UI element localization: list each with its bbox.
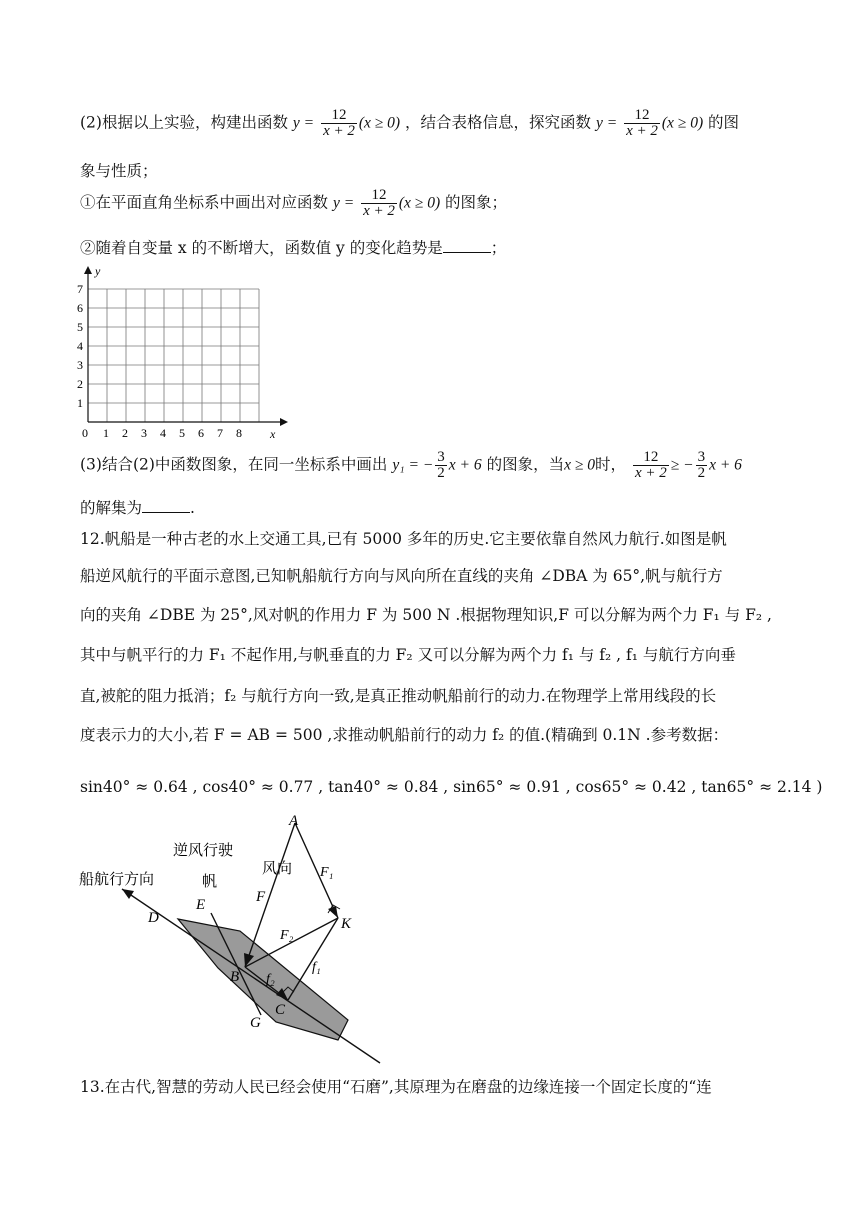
y-tick-label: 6 bbox=[77, 301, 83, 315]
force-F1-arrow-icon bbox=[328, 906, 338, 918]
label-f2: f₂ bbox=[266, 972, 275, 987]
x-axis-arrow-icon bbox=[280, 418, 288, 426]
condition: (x ≥ 0) bbox=[358, 114, 401, 132]
point-B: B bbox=[230, 969, 240, 985]
point-G: G bbox=[250, 1015, 261, 1031]
math-y: y = bbox=[292, 114, 315, 132]
q12-line5: 直,被舵的阻力抵消；f₂ 与航行方向一致,是真正推动帆船前行的动力.在物理学上常用线段的长 bbox=[80, 687, 717, 705]
q11-part3-line2: 的解集为 . bbox=[80, 499, 195, 517]
q12-line7: sin40° ≈ 0.64 , cos40° ≈ 0.77 , tan40° ≈ 0.84 , sin65° ≈ 0.91 , cos65° ≈ 0.42 , tan65° ≈ 2.14 ) bbox=[80, 778, 823, 796]
y-tick-label: 7 bbox=[77, 282, 83, 296]
answer-blank[interactable] bbox=[443, 238, 491, 253]
q12-line3: 向的夹角 ∠DBE 为 25°,风对帆的作用力 F 为 500 N .根据物理知识,F 可以分解为两个力 F₁ 与 F₂ , bbox=[80, 606, 772, 624]
q11-part3-line1: (3)结合(2)中函数图象，在同一坐标系中画出 y₁ = − $\frac{3}{2}$ x + 6 的图象，当x ≥ 0时， $\frac{12}{x + 2}$ ≥ − $\frac{3}{2}$ x + 6 bbox=[80, 449, 742, 481]
y-tick-label: 5 bbox=[77, 320, 83, 334]
y-tick-label: 4 bbox=[77, 339, 83, 353]
x-tick-label: 8 bbox=[236, 426, 242, 440]
x-tick-label: 6 bbox=[198, 426, 204, 440]
x-tick-label: 7 bbox=[217, 426, 223, 440]
label-ship-direction: 船航行方向 bbox=[79, 872, 155, 888]
text: ，结合表格信息，探究函数 bbox=[405, 113, 592, 132]
label-sail: 帆 bbox=[202, 874, 218, 890]
point-K: K bbox=[341, 916, 352, 932]
x-tick-label: 0 bbox=[82, 426, 88, 440]
point-E: E bbox=[196, 897, 206, 913]
x-tick-label: 1 bbox=[103, 426, 109, 440]
y-tick-label: 3 bbox=[77, 358, 83, 372]
y-axis-label: y bbox=[95, 264, 101, 278]
q11-item2: ②随着自变量 x 的不断增大，函数值 y 的变化趋势是 ； bbox=[80, 239, 507, 257]
answer-blank[interactable] bbox=[142, 498, 190, 513]
q12-line6: 度表示力的大小,若 F = AB = 500 ,求推动帆船前行的动力 f₂ 的值.(精确到 0.1N .参考数据： bbox=[80, 726, 729, 744]
q12-line4: 其中与帆平行的力 F₁ 不起作用,与帆垂直的力 F₂ 又可以分解为两个力 f₁ 与 f₂ , f₁ 与航行方向垂 bbox=[80, 646, 736, 664]
point-A: A bbox=[289, 813, 299, 829]
q11-part2-line1: (2)根据以上实验，构建出函数 y = $\frac{12}{x + 2}$ (x ≥ 0) ，结合表格信息，探究函数 y = $\frac{12}{x + 2}$ (x ≥ 0) 的图 bbox=[80, 107, 740, 139]
ship-direction-arrow-icon bbox=[122, 889, 134, 899]
y-tick-label: 1 bbox=[77, 396, 83, 410]
point-C: C bbox=[275, 1002, 286, 1018]
q11-item1: ①在平面直角坐标系中画出对应函数 y = $\frac{12}{x + 2}$ (x ≥ 0) 的图象； bbox=[80, 187, 508, 219]
x-tick-label: 3 bbox=[141, 426, 147, 440]
x-tick-label: 5 bbox=[179, 426, 185, 440]
fraction-12-over-x-plus-2: $\frac{12}{x + 2}$ bbox=[323, 107, 355, 139]
x-axis-label: x bbox=[270, 427, 276, 441]
label-f1: f₁ bbox=[312, 960, 321, 975]
ship-hull bbox=[178, 919, 348, 1040]
x-tick-label: 4 bbox=[160, 426, 166, 440]
x-tick-label: 2 bbox=[122, 426, 128, 440]
label-F2: F₂ bbox=[280, 928, 294, 943]
label-wind: 风向 bbox=[262, 861, 293, 877]
q12-line2: 船逆风航行的平面示意图,已知帆船航行方向与风向所在直线的夹角 ∠DBA 为 65°,帆与航行方 bbox=[80, 567, 723, 585]
q13-line1: 13.在古代,智慧的劳动人民已经会使用“石磨”,其原理为在磨盘的边缘连接一个固定长度的“连 bbox=[80, 1078, 712, 1096]
sailboat-diagram bbox=[70, 805, 410, 1070]
force-F-line bbox=[245, 823, 295, 967]
label-F1: F₁ bbox=[320, 865, 334, 880]
label-F: F bbox=[256, 889, 266, 905]
y-tick-label: 2 bbox=[77, 377, 83, 391]
text: (2)根据以上实验，构建出函数 bbox=[80, 113, 288, 132]
coordinate-grid bbox=[70, 262, 290, 442]
force-f1-line bbox=[288, 918, 338, 1000]
q12-line1: 12.帆船是一种古老的水上交通工具,已有 5000 多年的历史.它主要依靠自然风力航行.如图是帆 bbox=[80, 530, 727, 548]
point-D: D bbox=[148, 910, 159, 926]
y-axis-arrow-icon bbox=[84, 266, 92, 274]
label-sail-direction: 逆风行驶 bbox=[173, 843, 234, 859]
q11-part2-line2: 象与性质； bbox=[80, 162, 158, 180]
